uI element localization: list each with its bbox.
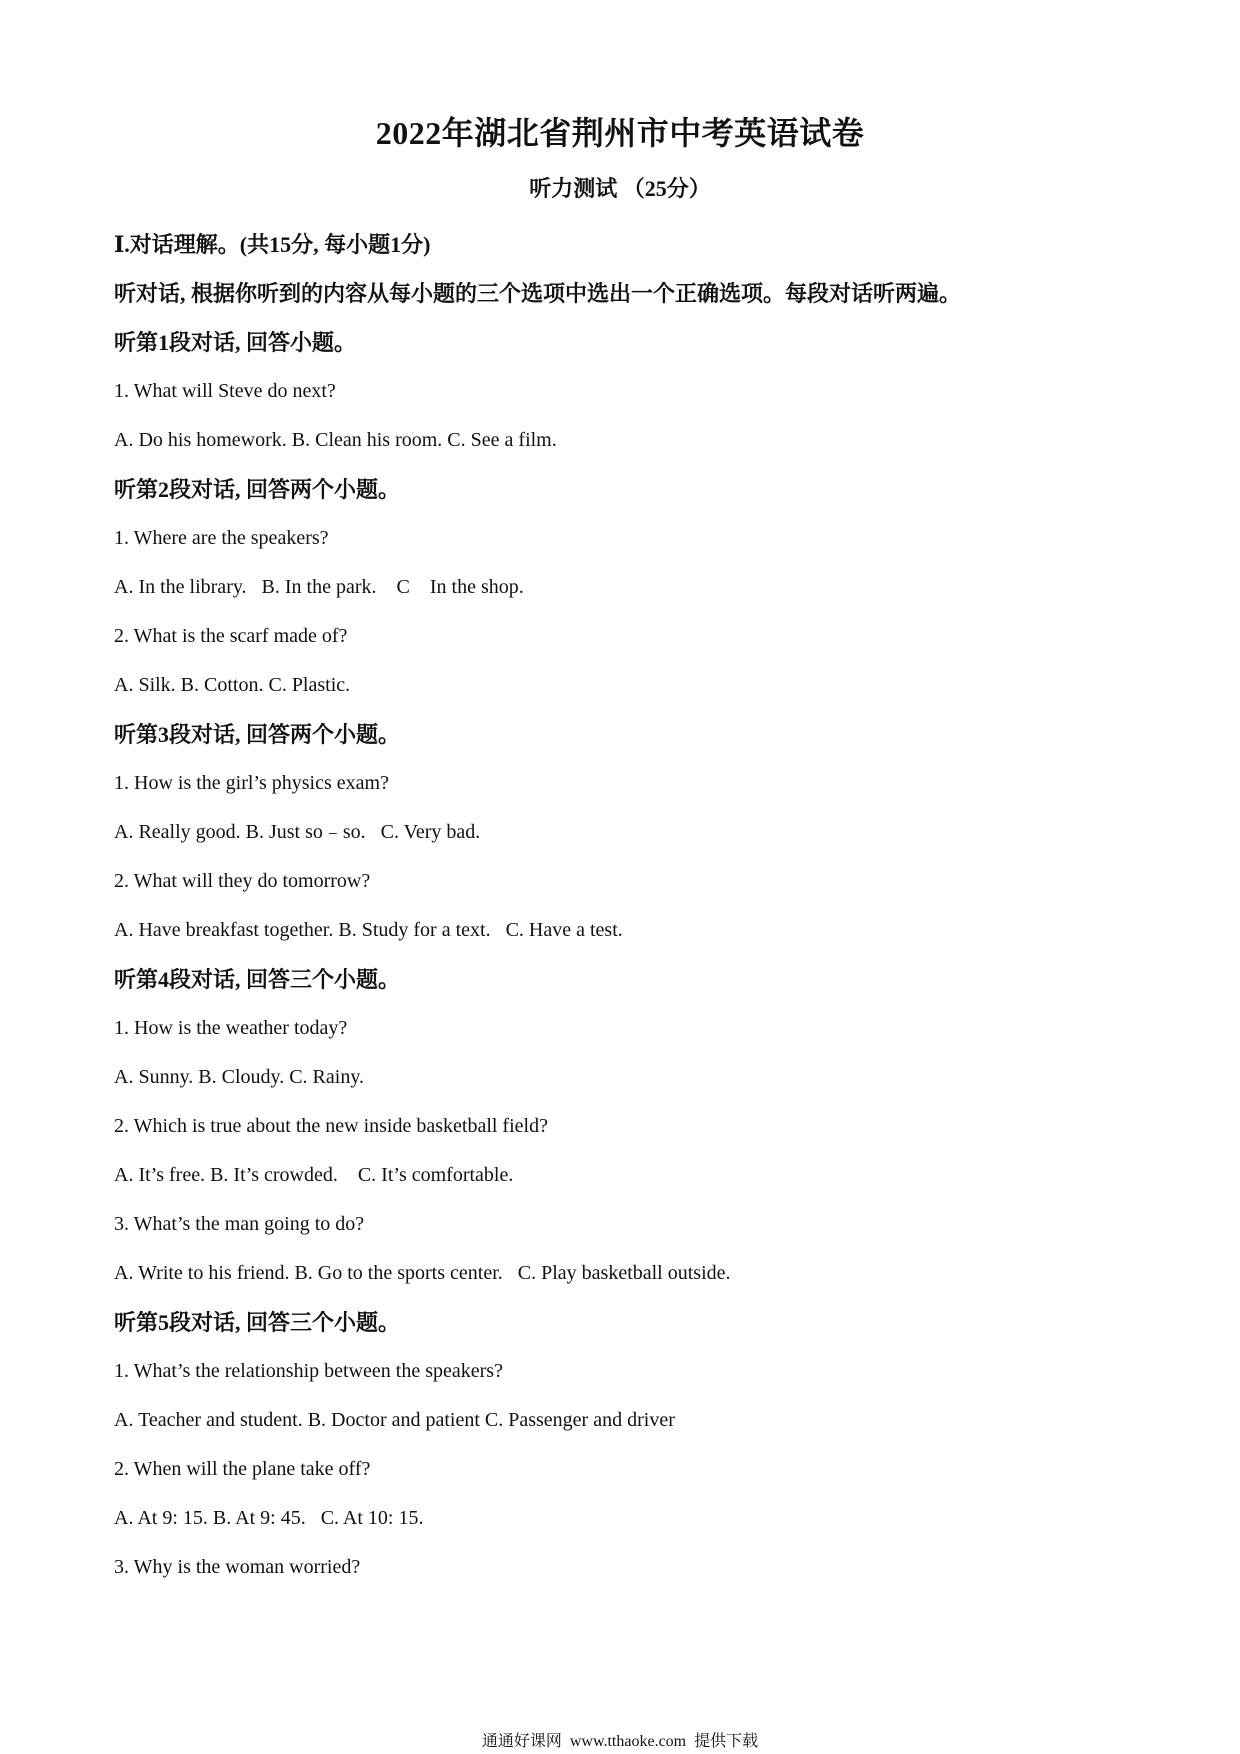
page-footer — [0, 1728, 1240, 1751]
question: 2. When will the plane take off? — [114, 1458, 371, 1480]
footer-text: 通通好课网 www.tthaoke.com 提供下载 — [481, 1733, 759, 1750]
section-subtitle: 听力测试 （25分） — [529, 176, 711, 201]
dialogue-4-heading: 听第4段对话, 回答三个小题。 — [114, 967, 401, 992]
question: 3. What’s the man going to do? — [114, 1213, 365, 1235]
answer-options: A. Write to his friend. B. Go to the sports center. C. Play basketball outside. — [114, 1262, 731, 1284]
answer-options: A. Really good. B. Just so﹣so. C. Very bad. — [114, 821, 481, 843]
instructions: 听对话, 根据你听到的内容从每小题的三个选项中选出一个正确选项。每段对话听两遍。 — [114, 281, 962, 306]
answer-options: A. Silk. B. Cotton. C. Plastic. — [114, 674, 351, 696]
question: 2. What will they do tomorrow? — [114, 870, 371, 892]
question: 1. Where are the speakers? — [114, 527, 329, 549]
question: 1. How is the girl’s physics exam? — [114, 772, 389, 794]
question: 2. Which is true about the new inside basketball field? — [114, 1115, 548, 1137]
answer-options: A. Do his homework. B. Clean his room. C. See a film. — [114, 429, 557, 451]
dialogue-2-heading: 听第2段对话, 回答两个小题。 — [114, 477, 401, 502]
exam-content — [114, 220, 1134, 1592]
page-title: 2022年湖北省荆州市中考英语试卷 — [375, 115, 865, 151]
answer-options: A. It’s free. B. It’s crowded. C. It’s comfortable. — [114, 1164, 514, 1186]
dialogue-1-heading: 听第1段对话, 回答小题。 — [114, 330, 357, 355]
section-heading: Ⅰ.对话理解。(共15分, 每小题1分) — [114, 232, 431, 257]
answer-options: A. At 9: 15. B. At 9: 45. C. At 10: 15. — [114, 1507, 424, 1529]
question: 3. Why is the woman worried? — [114, 1556, 361, 1578]
question: 1. What’s the relationship between the speakers? — [114, 1360, 503, 1382]
answer-options: A. Teacher and student. B. Doctor and patient C. Passenger and driver — [114, 1409, 675, 1431]
answer-options: A. Sunny. B. Cloudy. C. Rainy. — [114, 1066, 365, 1088]
answer-options: A. Have breakfast together. B. Study for a text. C. Have a test. — [114, 919, 623, 941]
dialogue-5-heading: 听第5段对话, 回答三个小题。 — [114, 1310, 401, 1335]
question: 2. What is the scarf made of? — [114, 625, 348, 647]
question: 1. What will Steve do next? — [114, 380, 336, 402]
answer-options: A. In the library. B. In the park. C In the shop. — [114, 576, 524, 598]
dialogue-3-heading: 听第3段对话, 回答两个小题。 — [114, 722, 401, 747]
question: 1. How is the weather today? — [114, 1017, 348, 1039]
